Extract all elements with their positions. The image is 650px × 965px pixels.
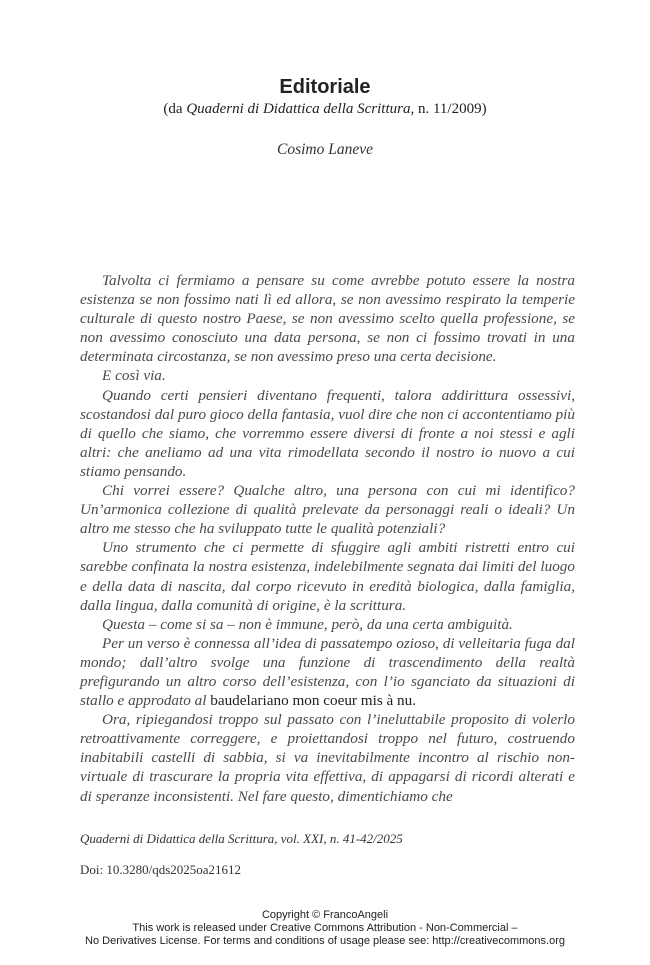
paragraph: Quando certi pensieri diventano frequenti, talora addirittura ossessivi, scostandosi dal puro gioco della fantasia, vuol dire che non ci accontentiamo più di quello che siamo, che vorremmo essere diversi di fronte a noi stessi e agli altri: che aneliamo ad una vita rimodellata secondo il nostro io nuovo a cui stiamo pensando. bbox=[80, 386, 575, 480]
source-citation bbox=[0, 101, 650, 118]
license-footer bbox=[0, 909, 650, 948]
doi: Doi: 10.3280/qds2025oa21612 bbox=[80, 862, 242, 877]
paragraph: Talvolta ci fermiamo a pensare su come avrebbe potuto essere la nostra esistenza se non fossimo nati lì ed allora, se non avessimo respirato la temperie culturale di questo nostro Paese, se non avessimo scelto quella professione, se non avessimo conosciuto una data persona, se non ci fossimo trovati in una determinata circostanza, se non avessimo preso una certa decisione. bbox=[80, 272, 575, 366]
source-journal: Quaderni di Didattica della Scrittura, bbox=[186, 101, 415, 117]
copyright-line: Copyright © FrancoAngeli bbox=[261, 909, 389, 921]
paragraph: E così via. bbox=[102, 367, 166, 385]
journal-reference: Quaderni di Didattica della Scrittura, vol. XXI, n. 41-42/2025 bbox=[80, 831, 403, 846]
paragraph: Uno strumento che ci permette di sfuggire agli ambiti ristretti entro cui sarebbe confinata la nostra esistenza, indelebilmente segnata dai limiti del luogo e della data di nascita, dal corpo ricevuto in eredità biologica, dalla famiglia, dalla lingua, dalla comunità di origine, è la scrittura. bbox=[80, 539, 575, 614]
paragraph-mixed bbox=[80, 634, 575, 710]
paragraph: Questa – come si sa – non è immune, però, da una certa ambiguità. bbox=[102, 615, 513, 633]
license-line: No Derivatives License. For terms and conditions of usage please see: http://creativecommons.org bbox=[85, 935, 565, 947]
paragraph-roman-part: baudelariano mon coeur mis à nu. bbox=[210, 692, 417, 710]
source-suffix: n. 11/2009) bbox=[414, 101, 487, 117]
paragraph-italic-part: Per un verso è connessa all’idea di passatempo ozioso, di velleitaria fuga dal mondo; dall’altro svolge una funzione di trascendimento della realtà prefigurando un altro corso dell’esistenza, con l’io sganciato da situazioni di stallo e approdato al bbox=[80, 634, 575, 710]
source-prefix: (da bbox=[163, 101, 187, 117]
article-title: Editoriale bbox=[279, 76, 371, 98]
license-line: This work is released under Creative Commons Attribution - Non-Commercial – bbox=[132, 922, 518, 934]
article-body bbox=[80, 271, 575, 806]
author-name: Cosimo Laneve bbox=[276, 141, 373, 158]
paragraph: Ora, ripiegandosi troppo sul passato con l’ineluttabile proposito di volerlo retroattivamente correggere, e proiettandosi troppo nel futuro, costruendo inabitabili castelli di sabbia, si va inevitabilmente incontro al rischio non-virtuale di trascurare la propria vita effettiva, di appagarsi di ricordi alterati e di speranze inconsistenti. Nel fare questo, dimentichiamo che bbox=[80, 711, 575, 805]
paragraph: Chi vorrei essere? Qualche altro, una persona con cui mi identifico? Un’armonica collezione di qualità prelevate da personaggi reali o ideali? Un altro me stesso che ha sviluppato tutte le qualità potenziali? bbox=[80, 482, 575, 538]
